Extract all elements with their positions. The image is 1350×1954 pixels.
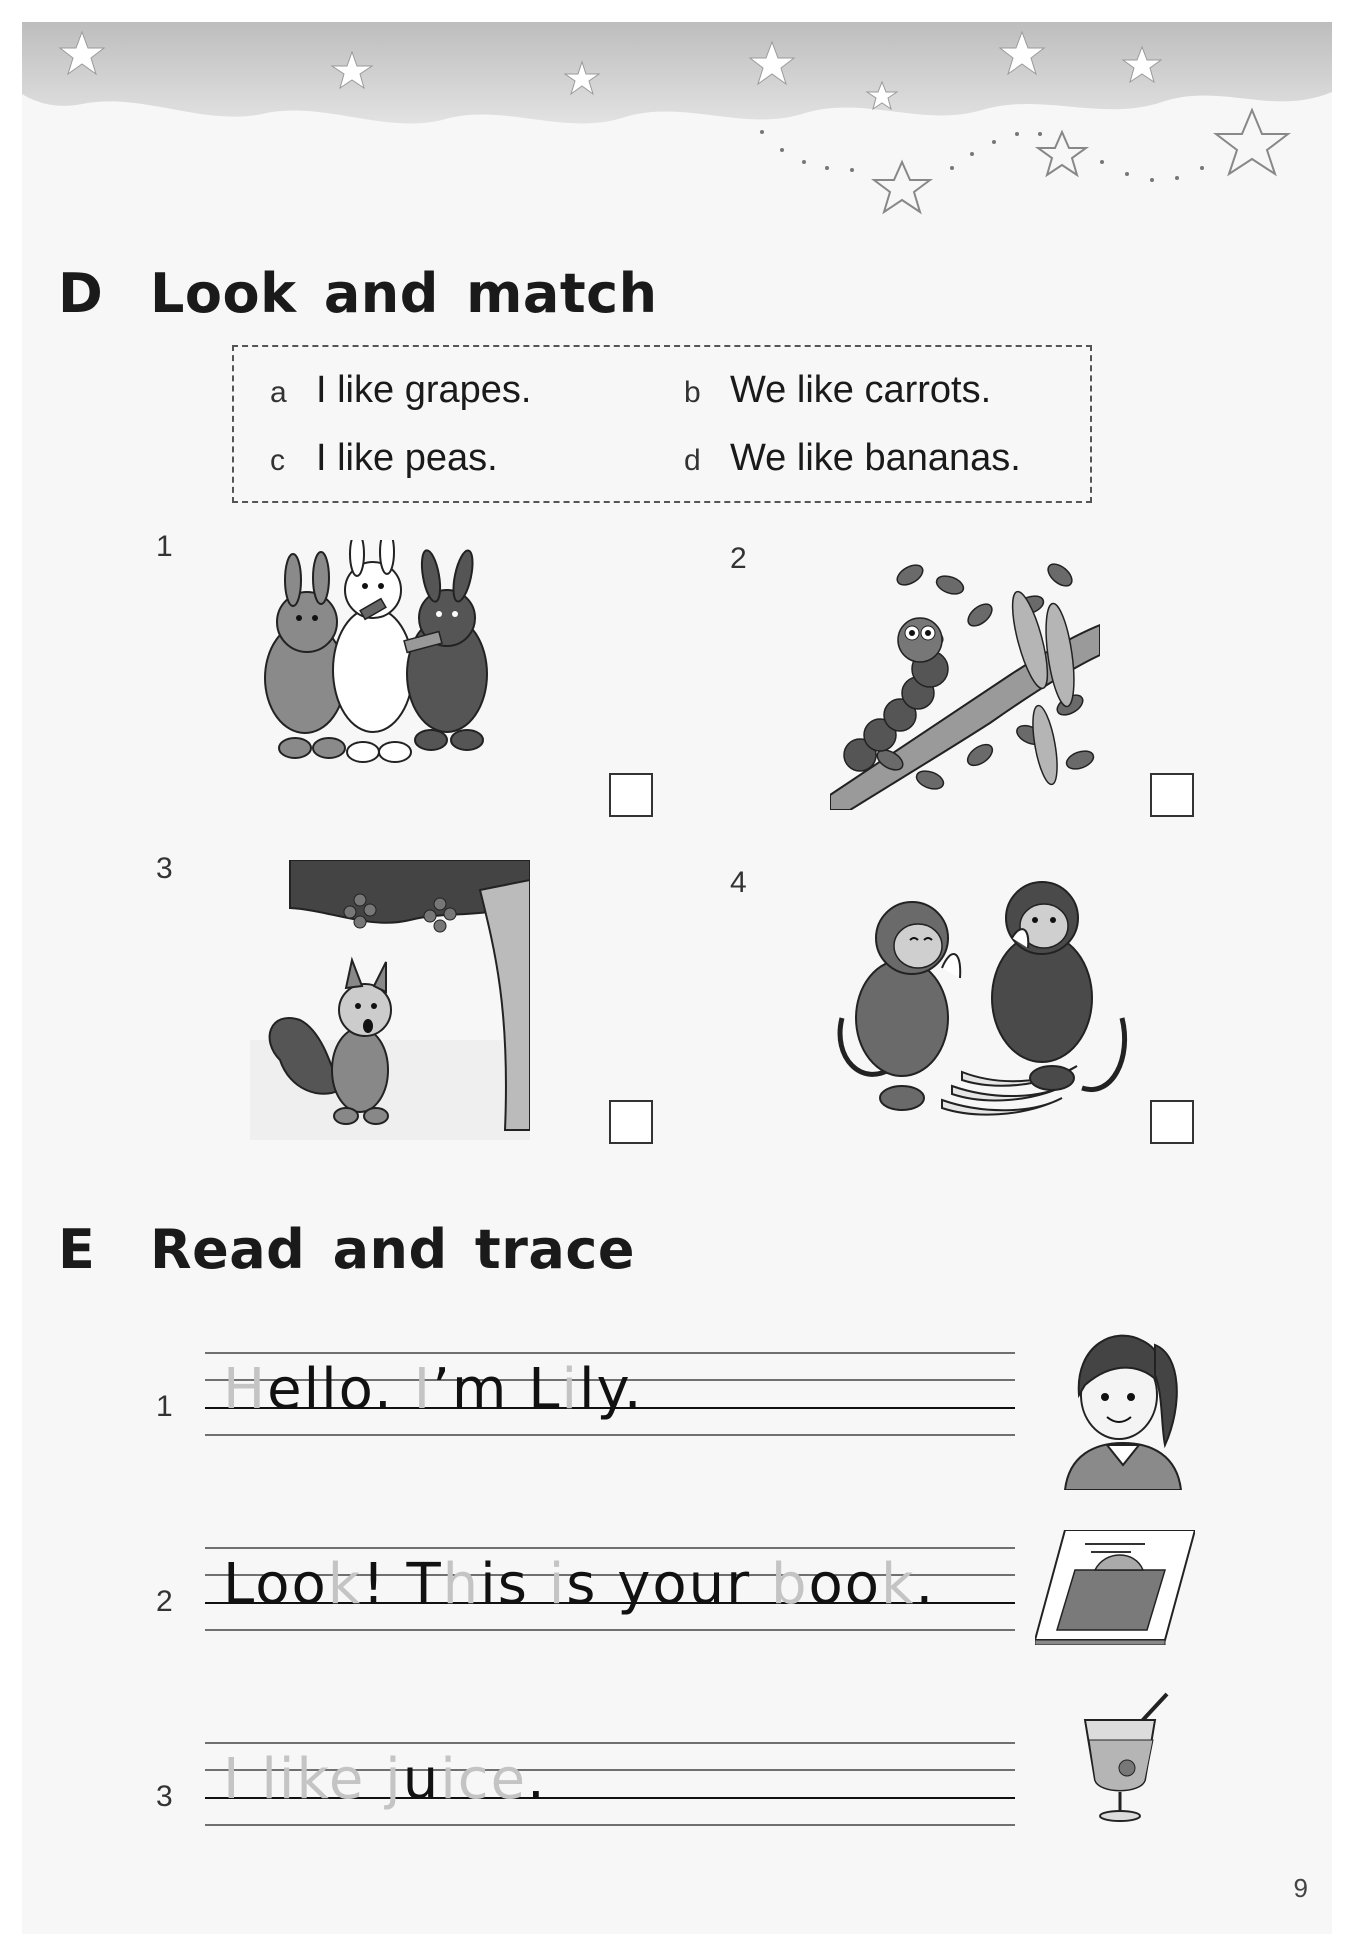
item-number-4: 4 xyxy=(730,866,747,899)
written-letters: ! T xyxy=(362,1552,443,1617)
traced-letters: k xyxy=(881,1552,916,1617)
item-number-3: 3 xyxy=(156,852,173,885)
monkeys-eating-bananas-illustration xyxy=(832,868,1132,1128)
answer-box-3[interactable] xyxy=(609,1100,653,1144)
item-number-2: 2 xyxy=(730,542,747,575)
trace-line-1[interactable] xyxy=(205,1352,1015,1436)
option-text: We like bananas. xyxy=(730,437,1021,479)
section-letter: D xyxy=(58,262,103,325)
trace-number-2: 2 xyxy=(156,1585,173,1618)
traced-letters: i xyxy=(561,1357,579,1422)
section-title: Read and trace xyxy=(150,1218,635,1281)
rabbits-eating-carrots-illustration xyxy=(255,540,505,790)
option-letter: c xyxy=(270,444,285,477)
answer-box-1[interactable] xyxy=(609,773,653,817)
caterpillar-on-pea-vine-illustration xyxy=(830,545,1100,810)
option-d xyxy=(684,437,1021,480)
juice-glass-illustration xyxy=(1075,1690,1185,1825)
option-text: I like grapes. xyxy=(316,369,532,411)
storybook-illustration xyxy=(1035,1530,1195,1645)
trace-sentence-1 xyxy=(223,1357,644,1422)
option-c xyxy=(270,437,498,480)
written-letters: oo xyxy=(808,1552,882,1617)
traced-letters: b xyxy=(770,1552,809,1617)
section-e-heading xyxy=(58,1218,635,1281)
traced-letters: i xyxy=(548,1552,567,1617)
fox-looking-at-grapes-illustration xyxy=(250,860,530,1140)
trace-number-3: 3 xyxy=(156,1780,173,1813)
answer-box-2[interactable] xyxy=(1150,773,1194,817)
written-letters: s your xyxy=(566,1552,771,1617)
section-d-heading xyxy=(58,262,658,325)
traced-letters: ice xyxy=(440,1747,528,1812)
option-text: I like peas. xyxy=(316,437,498,479)
option-b xyxy=(684,369,991,412)
section-title: Look and match xyxy=(150,262,658,325)
written-letters: Loo xyxy=(223,1552,328,1617)
traced-letters: j xyxy=(385,1747,403,1812)
trace-line-2[interactable] xyxy=(205,1547,1015,1631)
option-a xyxy=(270,369,531,412)
star-banner xyxy=(22,22,1332,252)
trace-line-3[interactable] xyxy=(205,1742,1015,1826)
traced-letters: like xyxy=(261,1747,366,1812)
page-number: 9 xyxy=(1293,1873,1308,1903)
option-letter: a xyxy=(270,376,287,409)
traced-letters: h xyxy=(442,1552,481,1617)
written-letters: is xyxy=(480,1552,549,1617)
option-letter: d xyxy=(684,444,701,477)
trace-sentence-2 xyxy=(223,1552,936,1617)
item-number-1: 1 xyxy=(156,530,173,563)
written-letters: ello. xyxy=(267,1357,414,1422)
written-letters: ’m L xyxy=(432,1357,562,1422)
section-letter: E xyxy=(58,1218,95,1281)
traced-letters: k xyxy=(327,1552,363,1617)
answer-box-4[interactable] xyxy=(1150,1100,1194,1144)
written-letters: ly. xyxy=(579,1357,644,1422)
written-letters xyxy=(242,1747,262,1812)
trace-sentence-3 xyxy=(223,1747,547,1812)
written-letters xyxy=(365,1747,385,1812)
written-letters: u xyxy=(402,1747,441,1812)
options-box xyxy=(232,345,1092,503)
written-letters: . xyxy=(915,1552,936,1617)
option-text: We like carrots. xyxy=(730,369,992,411)
written-letters: . xyxy=(527,1747,547,1812)
trace-number-1: 1 xyxy=(156,1390,173,1423)
option-letter: b xyxy=(684,376,701,409)
girl-portrait-illustration xyxy=(1055,1315,1190,1490)
traced-letters: I xyxy=(413,1357,433,1422)
traced-letters: I xyxy=(223,1747,242,1812)
traced-letters: H xyxy=(223,1357,268,1422)
